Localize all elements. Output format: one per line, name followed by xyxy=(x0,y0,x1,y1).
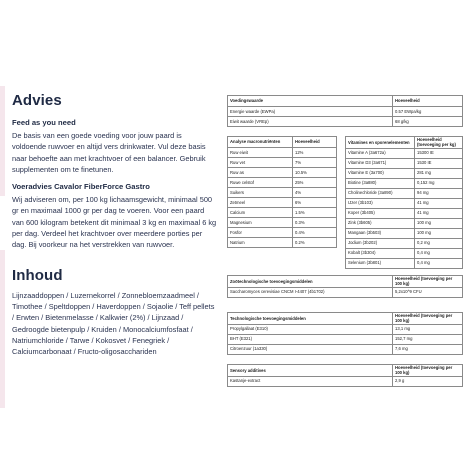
table-cell: 100 mg xyxy=(415,218,463,228)
table-cell: Zetmeel xyxy=(228,198,293,208)
table-row xyxy=(228,148,337,158)
table-cell: Energie waarde (EWPa) xyxy=(228,107,393,117)
table-row xyxy=(228,287,463,297)
table-row xyxy=(228,198,337,208)
sensory-header-amount: Hoeveelheid (toevoeging per 100 kg) xyxy=(393,365,463,377)
technologisch-header-name: Technologische toevoegingsmiddelen xyxy=(228,313,393,325)
vitamines-header-amount: Hoeveelheid (toevoeging per kg) xyxy=(415,137,463,149)
table-row xyxy=(228,376,463,386)
table-row xyxy=(346,158,463,168)
accent-bar-bottom xyxy=(0,250,5,408)
table-cell: 0.57 EWpa/kg xyxy=(393,107,463,117)
table-cell: 7% xyxy=(293,158,337,168)
table-row xyxy=(346,218,463,228)
table-cell: Citroenzuur (1a330) xyxy=(228,344,393,354)
table-row xyxy=(346,228,463,238)
table-cell: 7,6 mg xyxy=(393,344,463,354)
table-row xyxy=(228,178,337,188)
table-cell: 0,4 mg xyxy=(415,258,463,268)
table-cell: BHT (E321) xyxy=(228,334,393,344)
table-cell: Zink (3b605) xyxy=(346,218,415,228)
zootechnisch-header-amount: Hoeveelheid (toevoeging per 100 kg) xyxy=(393,276,463,288)
voedingswaarde-header-name: Voedingswaarde xyxy=(228,96,393,107)
table-cell: Mangaan (3b503) xyxy=(346,228,415,238)
table-row xyxy=(228,208,337,218)
technologisch-table xyxy=(227,312,463,355)
voeradvies-text: Wij adviseren om, per 100 kg lichaamsgewicht, minimaal 500 gr en maximaal 1000 gr per dag te voeren. Voor een paard van 600 kilogram betekent dit minimaal 3 kg en maximaal 6 kg per dag. Verdeel het krachtvoer over meerdere porties per dag. Bij voorkeur na het verstrekken van ruwvoer. xyxy=(12,195,217,250)
table-row xyxy=(228,238,337,248)
table-cell: 1530 IE xyxy=(415,158,463,168)
table-cell: 152,7 mg xyxy=(393,334,463,344)
table-cell: Selenium (3b801) xyxy=(346,258,415,268)
table-row xyxy=(346,188,463,198)
table-row xyxy=(228,344,463,354)
table-row xyxy=(228,334,463,344)
table-row xyxy=(228,188,337,198)
table-row xyxy=(346,148,463,158)
voedingswaarde-table xyxy=(227,95,463,127)
table-cell: Vitamine D3 (3a671) xyxy=(346,158,415,168)
table-row xyxy=(346,168,463,178)
table-cell: Vitamine A (3a672a) xyxy=(346,148,415,158)
table-cell: 25% xyxy=(293,178,337,188)
table-cell: 41 mg xyxy=(415,208,463,218)
table-row xyxy=(228,324,463,334)
table-row xyxy=(346,248,463,258)
table-cell: 15300 IE xyxy=(415,148,463,158)
table-cell: Kastanje-extract xyxy=(228,376,393,386)
table-cell: Calcium xyxy=(228,208,293,218)
table-cell: 94 mg xyxy=(415,188,463,198)
feed-heading: Feed as you need xyxy=(12,118,76,127)
table-row xyxy=(346,238,463,248)
table-cell: Vitamine E (3a700) xyxy=(346,168,415,178)
table-cell: Fosfor xyxy=(228,228,293,238)
table-cell: Cholinechloride (3a890) xyxy=(346,188,415,198)
table-cell: 281 mg xyxy=(415,168,463,178)
table-cell: 0.2% xyxy=(293,238,337,248)
sensory-table xyxy=(227,364,463,387)
table-cell: Suikers xyxy=(228,188,293,198)
zootechnisch-header-name: Zoötechnologische toevoegingsmiddelen xyxy=(228,276,393,288)
analyse-table xyxy=(227,136,337,248)
table-cell: 0.3% xyxy=(293,218,337,228)
voedingswaarde-header-amount: Hoeveelheid xyxy=(393,96,463,107)
table-row xyxy=(228,228,337,238)
table-row xyxy=(346,198,463,208)
table-cell: Magnesium xyxy=(228,218,293,228)
table-cell: Biotine (3a880) xyxy=(346,178,415,188)
table-cell: Ruwe celstof xyxy=(228,178,293,188)
table-row xyxy=(346,178,463,188)
sensory-header-name: Sensory additives xyxy=(228,365,393,377)
table-cell: Natrium xyxy=(228,238,293,248)
table-row xyxy=(346,258,463,268)
table-cell: Ruw eiwit xyxy=(228,148,293,158)
table-cell: 6% xyxy=(293,198,337,208)
vitamines-table xyxy=(345,136,463,269)
voeradvies-heading: Voeradvies Cavalor FiberForce Gastro xyxy=(12,182,150,192)
table-cell: 5,2x10^9 CFU xyxy=(393,287,463,297)
table-cell: Propylgallaat (E310) xyxy=(228,324,393,334)
table-cell: Saccharomyces cerevisiae CNCM I-4407 (4b1702) xyxy=(228,287,393,297)
zootechnisch-table xyxy=(227,275,463,298)
ingredients-list: Lijnzaaddoppen / Luzernekorrel / Zonnebloemzaadmeel / Timothee / Speltdoppen / Haverdoppen / Sojaolie / Teff pellets / Erwten / Bietenmelasse / Kalkwier (2%) / Lijnzaad / Gedroogde bietenpulp / Kruiden / Monocalciumfosfaat / Natriumchloride / Tarwe / Kokosvet / Fenegriek / Calciumcarbonaat / Fructo-oligosacchariden xyxy=(12,290,215,357)
table-cell: Ruw vet xyxy=(228,158,293,168)
table-cell: 0,152 mg xyxy=(415,178,463,188)
table-cell: 41 mg xyxy=(415,198,463,208)
table-cell: Kobalt (3b304) xyxy=(346,248,415,258)
accent-bar-top xyxy=(0,86,5,196)
table-row xyxy=(346,208,463,218)
advies-title: Advies xyxy=(12,92,62,109)
table-cell: 0,4 mg xyxy=(415,248,463,258)
table-cell: 13,1 mg xyxy=(393,324,463,334)
table-row xyxy=(228,117,463,127)
feed-text: De basis van een goede voeding voor jouw paard is voldoende ruwvoer en altijd vers drinkwater. Vul deze basis naar behoefte aan met krachtvoer of een balancer. Gebruik supplementen om te finetunen. xyxy=(12,131,206,174)
table-cell: Eiwit waarde (VREp) xyxy=(228,117,393,127)
table-cell: IJzer (3b103) xyxy=(346,198,415,208)
table-cell: 10.5% xyxy=(293,168,337,178)
technologisch-header-amount: Hoeveelheid (toevoeging per 100 kg) xyxy=(393,313,463,325)
inhoud-title: Inhoud xyxy=(12,266,63,284)
table-cell: 100 mg xyxy=(415,228,463,238)
table-row xyxy=(228,168,337,178)
table-cell: Ruw as xyxy=(228,168,293,178)
analyse-header-name: Analyse macronutriënten xyxy=(228,137,293,148)
table-cell: 1.5% xyxy=(293,208,337,218)
table-cell: Koper (3b405) xyxy=(346,208,415,218)
table-cell: 2,9 g xyxy=(393,376,463,386)
analyse-header-amount: Hoeveelheid xyxy=(293,137,337,148)
table-row xyxy=(228,218,337,228)
left-column xyxy=(12,92,217,357)
table-cell: 0,2 mg xyxy=(415,238,463,248)
table-cell: 4% xyxy=(293,188,337,198)
table-cell: 68 g/kg xyxy=(393,117,463,127)
vitamines-header-name: Vitamines en sporenelementen xyxy=(346,137,415,149)
table-cell: 0.4% xyxy=(293,228,337,238)
table-row xyxy=(228,107,463,117)
table-row xyxy=(228,158,337,168)
table-cell: 12% xyxy=(293,148,337,158)
table-cell: Jodium (3b202) xyxy=(346,238,415,248)
